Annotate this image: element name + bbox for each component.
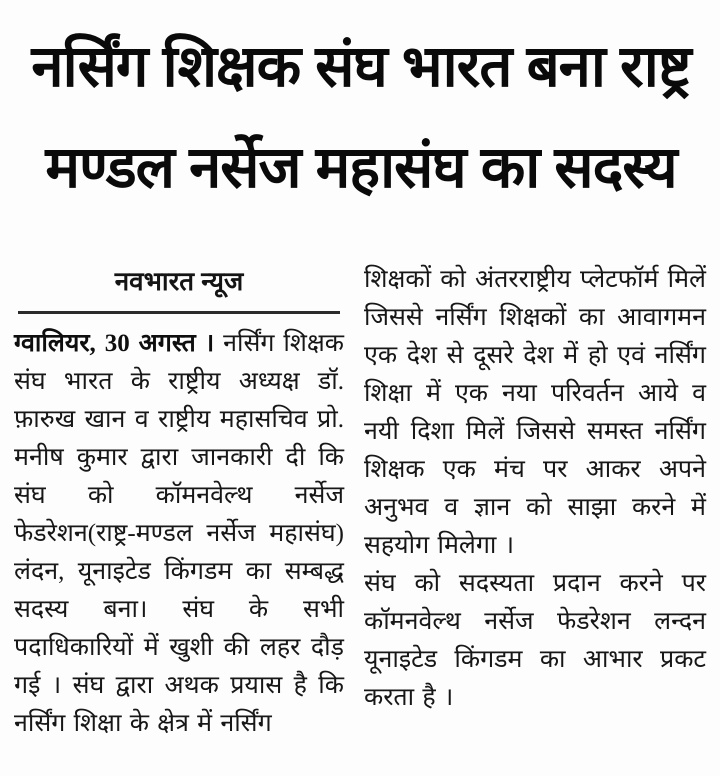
headline (12, 16, 710, 218)
left-column (14, 257, 344, 743)
headline-line-2: मण्डल नर्सेज महासंघ का सदस्य (45, 135, 677, 200)
byline: नवभारत न्यूज (114, 265, 244, 296)
article-paragraph-left (14, 325, 344, 743)
article-paragraph-right-2: संघ को सदस्यता प्रदान करने पर कॉमनवेल्थ नर्सेज फेडरेशन लन्दन यूनाइटेड किंगडम का आभार प्रकट करता है । (364, 569, 706, 711)
left-column-text: नर्सिंग शिक्षक संघ भारत के राष्ट्रीय अध्यक्ष डॉ. फ़ारुख खान व राष्ट्रीय महासचिव प्रो. मनीष कुमार द्वारा जानकारी दी कि संघ को कॉमनवेल्थ नर्सेज फेडरेशन(राष्ट्र-मण्डल नर्सेज महासंघ) लंदन, यूनाइटेड किंगडम का सम्बद्ध सदस्य बना। संघ के सभी पदाधिकारियों में खुशी की लहर दौड़ गई । संघ द्वारा अथक प्रयास है कि नर्सिंग शिक्षा के क्षेत्र में नर्सिंग (14, 329, 344, 737)
article-paragraph-right-1: शिक्षकों को अंतरराष्ट्रीय प्लेटफॉर्म मिलें जिससे नर्सिंग शिक्षकों का आवागमन एक देश से दूसरे देश में हो एवं नर्सिंग शिक्षा में एक नया परिवर्तन आये व नयी दिशा मिलें जिससे समस्त नर्सिंग शिक्षक एक मंच पर आकर अपने अनुभव व ज्ञान को साझा करने में सहयोग मिलेगा । (364, 265, 706, 559)
headline-line-1: नर्सिंग शिक्षक संघ भारत बना राष्ट्र (31, 34, 691, 99)
dateline: ग्वालियर, 30 अगस्त । (14, 329, 215, 357)
article-columns (12, 257, 710, 743)
right-column (364, 257, 706, 743)
byline-rule (18, 311, 340, 314)
